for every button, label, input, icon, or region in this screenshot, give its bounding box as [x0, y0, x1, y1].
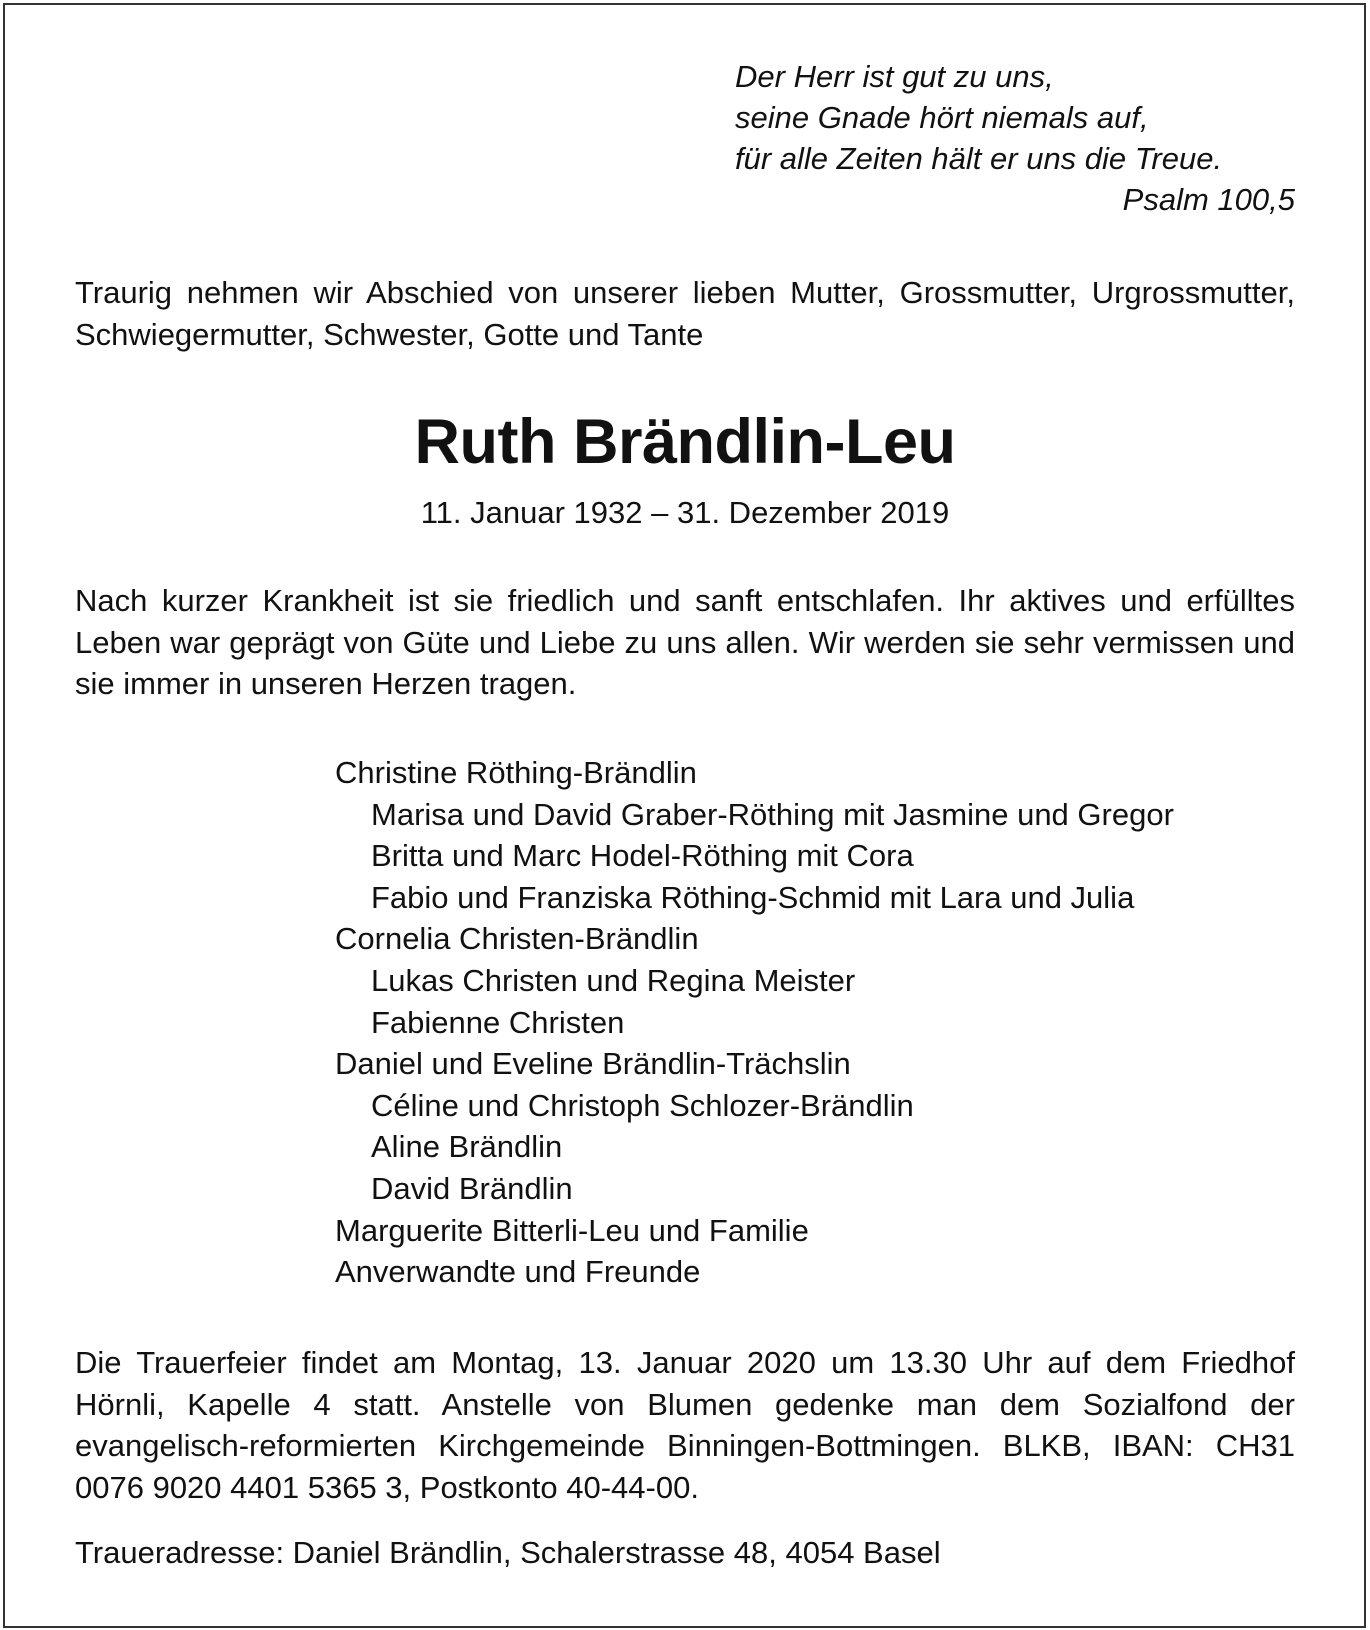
- psalm-quote: [735, 56, 1295, 220]
- mourner-entry: David Brändlin: [371, 1170, 573, 1206]
- mourner-entry: Marguerite Bitterli-Leu und Familie: [335, 1212, 809, 1248]
- deceased-name: Ruth Brändlin-Leu: [414, 407, 956, 477]
- psalm-line: seine Gnade hört niemals auf,: [735, 100, 1149, 135]
- intro-text: Traurig nehmen wir Abschied von unserer lieben Mutter, Grossmutter, Urgrossmutter, Schwiegermutter, Schwester, Gotte und Tante: [75, 275, 1295, 352]
- mourner-entry: Daniel und Eveline Brändlin-Trächslin: [335, 1046, 851, 1082]
- funeral-service-text: Die Trauerfeier findet am Montag, 13. Januar 2020 um 13.30 Uhr auf dem Friedhof Hörnli, Kapelle 4 statt. Anstelle von Blumen gedenke man dem Sozialfond der evangelisch-reformierten Kirchgemeinde Binningen-Bottmingen. BLKB, IBAN: CH31 0076 9020 4401 5365 3, Postkonto 40-44-00.: [75, 1345, 1295, 1505]
- life-dates: 11. Januar 1932 – 31. Dezember 2019: [420, 495, 950, 530]
- mourner-entry: Lukas Christen und Regina Meister: [371, 962, 856, 998]
- psalm-reference: Psalm 100,5: [1122, 182, 1295, 217]
- tribute-text: Nach kurzer Krankheit ist sie friedlich und sanft entschlafen. Ihr aktives und erfülltes Leben war geprägt von Güte und Liebe zu uns allen. Wir werden sie sehr vermissen und sie immer in unseren Herzen tragen.: [75, 583, 1295, 701]
- mourner-entry: Marisa und David Graber-Röthing mit Jasmine und Gregor: [371, 796, 1174, 832]
- mourner-entry: Cornelia Christen-Brändlin: [335, 921, 699, 957]
- mourner-entry: Céline und Christoph Schlozer-Brändlin: [371, 1087, 914, 1123]
- mourner-entry: Fabienne Christen: [371, 1004, 625, 1040]
- mourner-entry: Aline Brändlin: [371, 1129, 563, 1165]
- mourner-entry: Britta und Marc Hodel-Röthing mit Cora: [371, 838, 914, 874]
- psalm-line: Der Herr ist gut zu uns,: [735, 59, 1054, 94]
- mourner-entry: Anverwandte und Freunde: [335, 1254, 701, 1290]
- psalm-line: für alle Zeiten hält er uns die Treue.: [735, 141, 1223, 176]
- mourner-entry: Christine Röthing-Brändlin: [335, 755, 697, 790]
- mourner-entry: Fabio und Franziska Röthing-Schmid mit Lara und Julia: [371, 879, 1135, 915]
- mourners-list: [335, 752, 1174, 1293]
- mourning-address: Traueradresse: Daniel Brändlin, Schalerstrasse 48, 4054 Basel: [75, 1535, 941, 1570]
